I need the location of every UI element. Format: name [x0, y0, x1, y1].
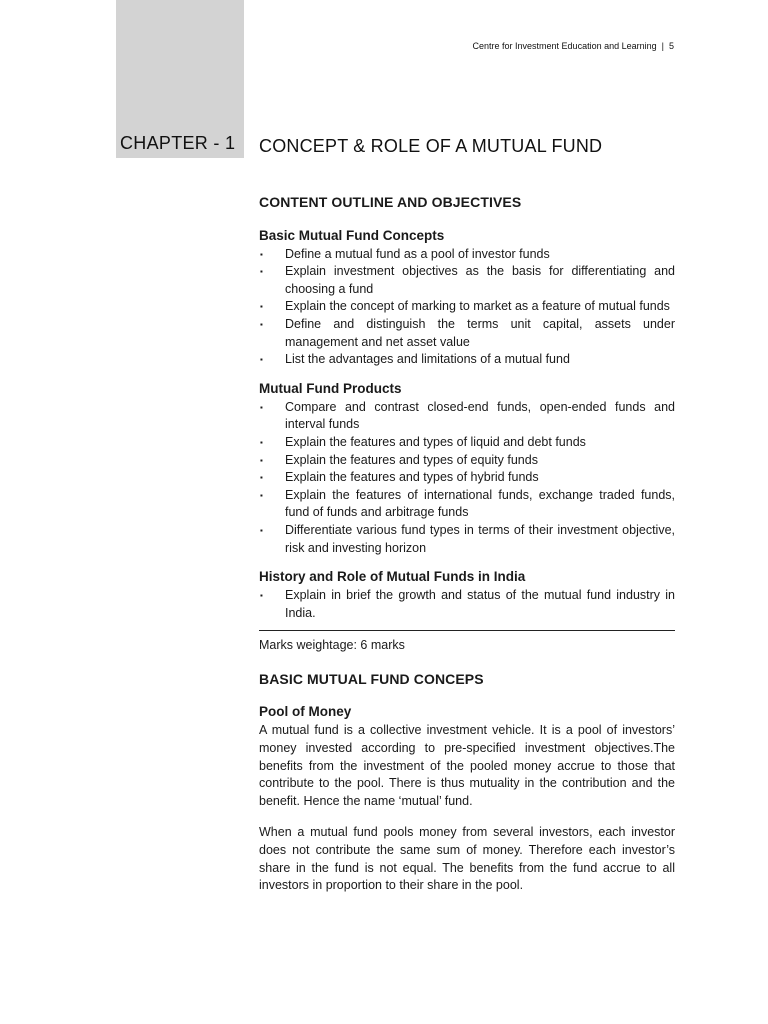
body-paragraph: When a mutual fund pools money from several investors, each investor does not contribute the same sum of money. Therefore each investor’s share in the fund is not equal. The benefits from the fund accrue to all investors in proportion to their share in the pool. — [259, 825, 675, 893]
objective-item — [259, 351, 675, 369]
outline-heading: CONTENT OUTLINE AND OBJECTIVES — [259, 194, 522, 210]
objective-group-title: Basic Mutual Fund Concepts — [259, 227, 445, 243]
objective-text: Differentiate various fund types in terms of their investment objective, risk and investing horizon — [285, 522, 675, 555]
objective-item — [259, 522, 675, 557]
objective-item — [259, 399, 675, 434]
objective-item — [259, 452, 675, 470]
running-header — [473, 41, 674, 51]
square-bullet-icon: ▪ — [260, 525, 263, 535]
header-separator: | — [661, 41, 664, 51]
objective-item — [259, 316, 675, 351]
square-bullet-icon: ▪ — [260, 490, 263, 500]
section-divider — [259, 630, 675, 631]
objective-text: Explain the features of international funds, exchange traded funds, fund of funds and arbitrage funds — [285, 487, 675, 520]
objective-item — [259, 587, 675, 622]
objective-text: Explain the concept of marking to market as a feature of mutual funds — [285, 299, 670, 314]
objective-text: Explain investment objectives as the basis for differentiating and choosing a fund — [285, 264, 675, 296]
square-bullet-icon: ▪ — [260, 355, 263, 365]
objective-text: List the advantages and limitations of a mutual fund — [285, 352, 570, 367]
marks-weightage: Marks weightage: 6 marks — [259, 638, 405, 653]
objective-group — [259, 379, 675, 557]
section-heading: BASIC MUTUAL FUND CONCEPS — [259, 670, 484, 687]
objective-group — [259, 567, 675, 622]
objective-item — [259, 246, 675, 264]
subsection-heading: Pool of Money — [259, 704, 352, 720]
objective-text: Explain the features and types of equity funds — [285, 452, 538, 467]
objective-text: Explain the features and types of hybrid funds — [285, 470, 539, 485]
square-bullet-icon: ▪ — [260, 591, 263, 601]
square-bullet-icon: ▪ — [260, 437, 263, 447]
page-number: 5 — [668, 41, 674, 51]
objective-group-title: Mutual Fund Products — [259, 380, 402, 396]
objective-item — [259, 263, 675, 298]
objective-text: Explain the features and types of liquid and debt funds — [285, 434, 586, 449]
objective-group — [259, 226, 675, 369]
square-bullet-icon: ▪ — [260, 455, 263, 465]
objective-item — [259, 487, 675, 522]
square-bullet-icon: ▪ — [260, 402, 263, 412]
square-bullet-icon: ▪ — [260, 249, 263, 259]
objective-item — [259, 298, 675, 316]
objective-item — [259, 469, 675, 487]
objective-group-title: History and Role of Mutual Funds in India — [259, 569, 526, 585]
chapter-label: CHAPTER - 1 — [120, 133, 236, 153]
objective-text: Compare and contrast closed-end funds, open-ended funds and interval funds — [285, 399, 675, 432]
objective-list — [259, 246, 675, 369]
objective-text: Explain in brief the growth and status of the mutual fund industry in India. — [285, 588, 675, 620]
objective-text: Define a mutual fund as a pool of investor funds — [285, 246, 550, 261]
running-title: Centre for Investment Education and Learning — [472, 41, 657, 51]
square-bullet-icon: ▪ — [260, 267, 263, 277]
square-bullet-icon: ▪ — [260, 302, 263, 312]
body-paragraph: A mutual fund is a collective investment vehicle. It is a pool of investors’ money invested according to pre-specified investment objectives.The benefits from the investment of the pooled money accrue to those that contribute to the pool. There is thus mutuality in the contribution and the benefit. Hence the name ‘mutual’ fund. — [259, 723, 675, 808]
objective-list — [259, 399, 675, 557]
objective-item — [259, 434, 675, 452]
square-bullet-icon: ▪ — [260, 319, 263, 329]
objective-list — [259, 587, 675, 622]
objective-text: Define and distinguish the terms unit capital, assets under management and net asset value — [285, 316, 675, 349]
square-bullet-icon: ▪ — [260, 473, 263, 483]
chapter-title: CONCEPT & ROLE OF A MUTUAL FUND — [259, 136, 603, 156]
main-content — [259, 194, 675, 909]
